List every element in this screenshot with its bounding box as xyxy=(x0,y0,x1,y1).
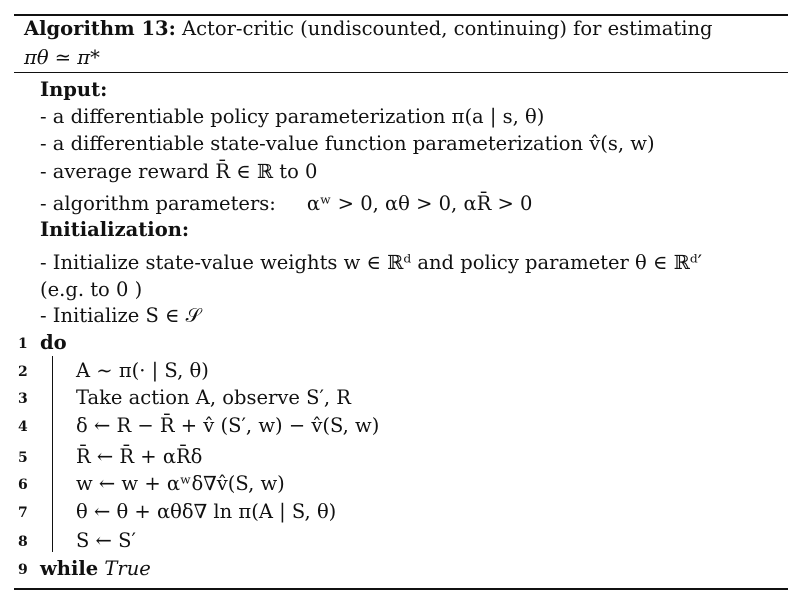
loop-body-bar xyxy=(52,356,53,552)
algorithm-label: Algorithm 13: xyxy=(24,17,176,40)
while-keyword: while xyxy=(40,557,99,580)
init-item-3: - Initialize S ∈ 𝒮 xyxy=(40,304,201,327)
init-item-2: (e.g. to 0 ) xyxy=(40,278,143,301)
line-number-2: 2 xyxy=(18,364,28,380)
algorithm-title: Actor-critic (undiscounted, continuing) for estimating xyxy=(182,17,713,40)
input-item-2: - a differentiable state-value function parameterization v̂(s, w) xyxy=(40,132,655,155)
init-heading: Initialization: xyxy=(40,218,190,241)
algorithm-caption xyxy=(24,17,713,41)
line-number-3: 3 xyxy=(18,391,28,407)
input-heading: Input: xyxy=(40,78,108,101)
do-keyword: do xyxy=(40,331,67,354)
line-number-6: 6 xyxy=(18,477,28,493)
algorithm-title-cont: πθ ≃ π* xyxy=(24,46,100,69)
step-3: δ ← R − R̄ + v̂ (S′, w) − v̂(S, w) xyxy=(76,414,380,437)
line-number-1: 1 xyxy=(18,336,28,352)
while-line xyxy=(40,557,151,581)
top-rule xyxy=(14,14,788,16)
step-7: S ← S′ xyxy=(76,529,136,552)
init-item-1: - Initialize state-value weights w ∈ ℝᵈ and policy parameter θ ∈ ℝᵈ′ xyxy=(40,251,703,274)
line-number-7: 7 xyxy=(18,505,28,521)
step-5: w ← w + αʷδ∇v̂(S, w) xyxy=(76,472,285,495)
step-6: θ ← θ + αθδ∇ ln π(A | S, θ) xyxy=(76,500,337,523)
input-item-1: - a differentiable policy parameterization π(a | s, θ) xyxy=(40,105,545,128)
step-2: Take action A, observe S′, R xyxy=(76,386,351,409)
input-item-3: - average reward R̄ ∈ ℝ to 0 xyxy=(40,160,318,183)
step-1: A ∼ π(· | S, θ) xyxy=(76,359,209,382)
caption-rule xyxy=(14,72,788,73)
line-number-8: 8 xyxy=(18,534,28,550)
line-number-4: 4 xyxy=(18,419,28,435)
input-item-4: - algorithm parameters: αʷ > 0, αθ > 0, αR̄ > 0 xyxy=(40,192,533,215)
bottom-rule xyxy=(14,588,788,590)
line-number-9: 9 xyxy=(18,562,28,578)
while-condition: True xyxy=(104,557,151,580)
line-number-5: 5 xyxy=(18,450,28,466)
step-4: R̄ ← R̄ + αR̄δ xyxy=(76,445,203,468)
